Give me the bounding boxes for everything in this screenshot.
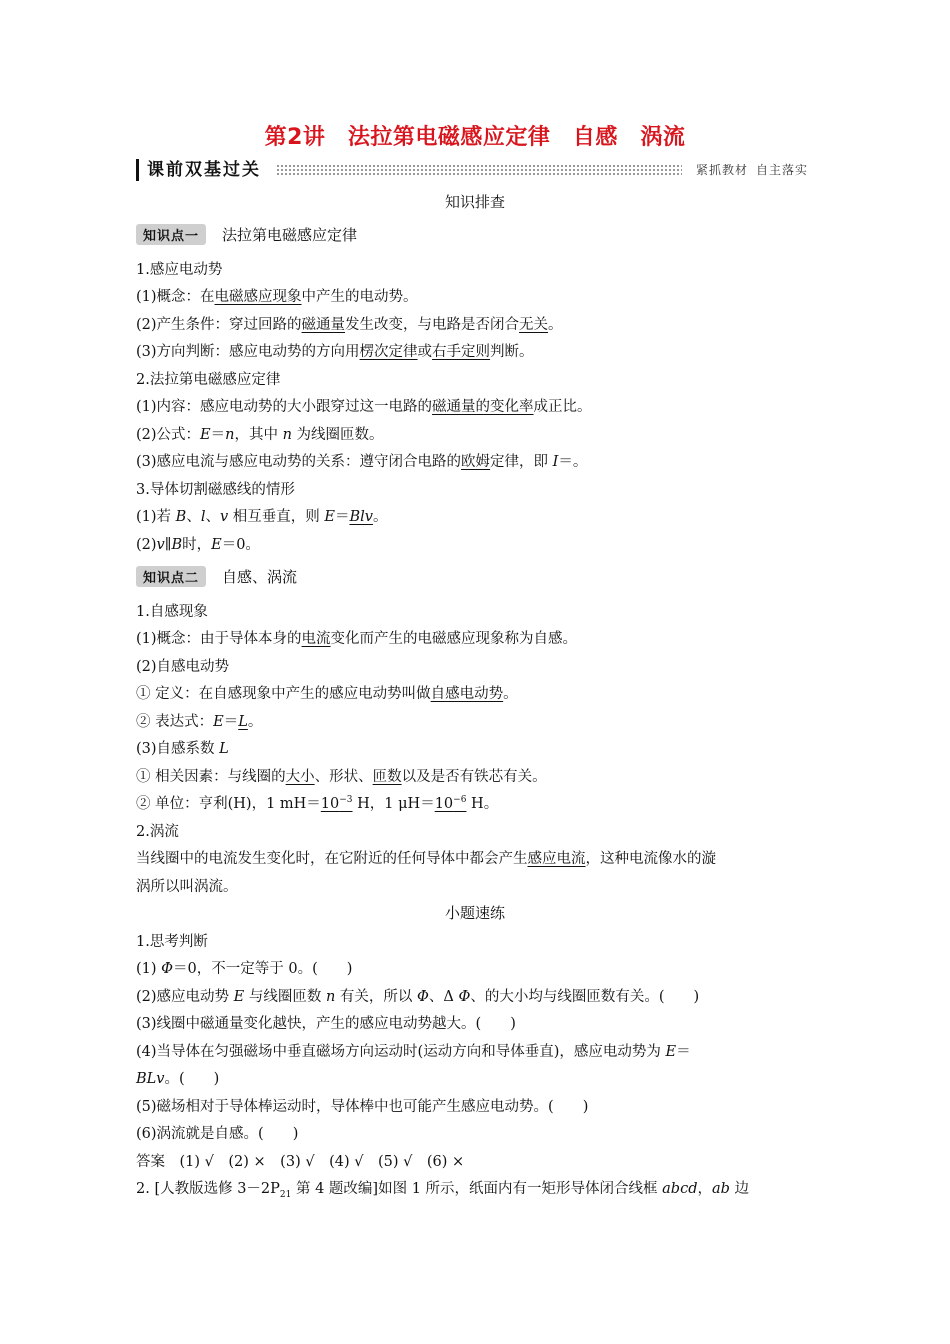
banner-right-label-1: 紧抓教材 [695, 163, 748, 177]
section-banner [136, 158, 812, 182]
text-line: (3)感应电流与感应电动势的关系：遵守闭合电路的欧姆定律，即 I＝。 [136, 454, 588, 470]
text-line: ② 单位：亨利(H)，1 $mH=10^{-3}$ H，1 $\mu H=10^{-6}$ H。 [136, 795, 499, 812]
text-line: (3)方向判断：感应电动势的方向用楞次定律或右手定则判断。 [136, 344, 534, 360]
knowledge-point-badge: 知识点二 [136, 566, 206, 587]
banner-dotted-bar [276, 164, 682, 176]
text-line: BLv。( ) [136, 1071, 220, 1087]
text-line: (2)感应电动势 E 与线圈匝数 n 有关，所以 Φ、Δ Φ、的大小均与线圈匝数有关。( ) [136, 989, 700, 1005]
text-line: 2. [人教版选修 $3-2P_{21}$ 第 4 题改编]如图 1 所示，纸面内有一矩形导体闭合线框 abcd，ab 边 [136, 1181, 750, 1200]
banner-right-label [688, 161, 808, 178]
banner-right-label-2: 自主落实 [755, 163, 808, 177]
text-line: 1.思考判断 [136, 934, 208, 950]
knowledge-point-1 [136, 224, 357, 245]
knowledge-point-2 [136, 566, 297, 587]
text-line: ① 定义：在自感现象中产生的感应电动势叫做自感电动势。 [136, 686, 518, 702]
text-line: (5)磁场相对于导体棒运动时，导体棒中也可能产生感应电动势。( ) [136, 1099, 589, 1115]
text-line: (1)内容：感应电动势的大小跟穿过这一电路的磁通量的变化率成正比。 [136, 399, 592, 415]
text-line: (6)涡流就是自感。( ) [136, 1126, 299, 1142]
text-line: (2)公式：E＝n，其中 n 为线圈匝数。 [136, 427, 384, 443]
text-line: (2)产生条件：穿过回路的磁通量发生改变，与电路是否闭合无关。 [136, 317, 563, 333]
section-heading-practice: 小题速练 [444, 904, 505, 922]
text-line: 2.涡流 [136, 824, 179, 840]
text-line: (2)自感电动势 [136, 659, 230, 675]
text-line: 涡所以叫涡流。 [136, 879, 238, 895]
knowledge-point-title: 法拉第电磁感应定律 [222, 226, 358, 244]
page-title: 第2讲 法拉第电磁感应定律 自感 涡流 [264, 125, 686, 150]
knowledge-point-title: 自感、涡流 [222, 568, 298, 586]
text-line: (1) Φ＝0，不一定等于 0。( ) [136, 961, 353, 977]
text-line: ② 表达式：E＝L。 [136, 714, 263, 730]
text-line: 2.法拉第电磁感应定律 [136, 372, 281, 388]
banner-tag: 课前双基过关 [136, 159, 267, 181]
text-line: (1)概念：由于导体本身的电流变化而产生的电磁感应现象称为自感。 [136, 631, 578, 647]
text-line: 1.感应电动势 [136, 262, 223, 278]
text-line: 3.导体切割磁感线的情形 [136, 482, 295, 498]
text-line: ① 相关因素：与线圈的大小、形状、匝数以及是否有铁芯有关。 [136, 769, 547, 785]
text-line: (3)线圈中磁通量变化越快，产生的感应电动势越大。( ) [136, 1016, 516, 1032]
text-line: (3)自感系数 L [136, 741, 229, 757]
text-line: (1)概念：在电磁感应现象中产生的电动势。 [136, 289, 418, 305]
text-line: 1.自感现象 [136, 604, 208, 620]
text-line: (1)若 B、l、v 相互垂直，则 E＝Blv。 [136, 509, 388, 525]
text-line: 当线圈中的电流发生变化时，在它附近的任何导体中都会产生感应电流，这种电流像水的漩 [136, 851, 716, 867]
text-line: (2)v∥B时，E＝0。 [136, 537, 260, 553]
text-line: (4)当导体在匀强磁场中垂直磁场方向运动时(运动方向和导体垂直)，感应电动势为 E＝ [136, 1044, 691, 1060]
answer-line: 答案 (1) √ (2) × (3) √ (4) √ (5) √ (6) × [136, 1154, 465, 1170]
section-heading-knowledge: 知识排查 [444, 193, 505, 211]
knowledge-point-badge: 知识点一 [136, 224, 206, 245]
